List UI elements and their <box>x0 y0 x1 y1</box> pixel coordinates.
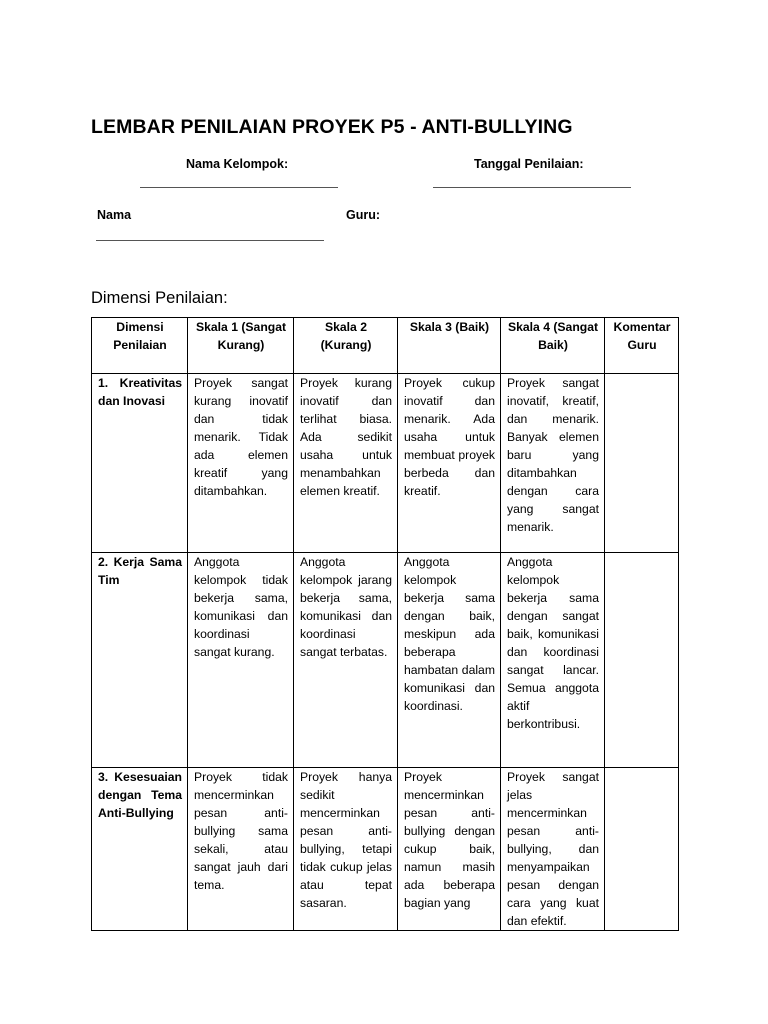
table-header-row <box>92 318 679 374</box>
section-heading: Dimensi Penilaian: <box>91 289 228 307</box>
skala-3-cell: Proyek cukup inovatif dan menarik. Ada usaha untuk membuat proyek berbeda dan kreatif. <box>398 374 501 553</box>
komentar-cell[interactable] <box>605 374 679 553</box>
header-skala-4: Skala 4 (Sangat Baik) <box>501 318 605 374</box>
table-row <box>92 374 679 553</box>
skala-1-cell: Proyek sangat kurang inovatif dan tidak menarik. Tidak ada elemen kreatif yang ditambahkan. <box>188 374 294 553</box>
nama-line[interactable] <box>96 240 324 241</box>
header-dimensi: Dimensi Penilaian <box>92 318 188 374</box>
guru-label: Guru: <box>346 208 381 222</box>
table-row <box>92 768 679 931</box>
dimensi-cell: 2. Kerja Sama Tim <box>92 553 188 768</box>
skala-1-cell: Proyek tidak mencerminkan pesan anti-bullying sama sekali, atau sangat jauh dari tema. <box>188 768 294 931</box>
komentar-cell[interactable] <box>605 553 679 768</box>
nama-kelompok-line[interactable] <box>140 187 338 188</box>
skala-2-cell: Anggota kelompok jarang bekerja sama, komunikasi dan koordinasi sangat terbatas. <box>294 553 398 768</box>
table-row <box>92 553 679 768</box>
header-komentar: Komentar Guru <box>605 318 679 374</box>
skala-2-cell: Proyek hanya sedikit mencerminkan pesan anti-bullying, tetapi tidak cukup jelas atau tepat sasaran. <box>294 768 398 931</box>
header-skala-2: Skala 2 (Kurang) <box>294 318 398 374</box>
tanggal-penilaian-line[interactable] <box>433 187 631 188</box>
header-skala-1: Skala 1 (Sangat Kurang) <box>188 318 294 374</box>
dimensi-cell: 1. Kreativitas dan Inovasi <box>92 374 188 553</box>
dimensi-cell: 3. Kesesuaian dengan Tema Anti-Bullying <box>92 768 188 931</box>
komentar-cell[interactable] <box>605 768 679 931</box>
skala-3-cell: Anggota kelompok bekerja sama dengan baik, meskipun ada beberapa hambatan dalam komunikasi dan koordinasi. <box>398 553 501 768</box>
skala-4-cell: Proyek sangat jelas mencerminkan pesan anti-bullying, dan menyampaikan pesan dengan cara yang kuat dan efektif. <box>501 768 605 931</box>
skala-1-cell: Anggota kelompok tidak bekerja sama, komunikasi dan koordinasi sangat kurang. <box>188 553 294 768</box>
nama-kelompok-label: Nama Kelompok: <box>186 157 289 171</box>
header-skala-3: Skala 3 (Baik) <box>398 318 501 374</box>
skala-4-cell: Proyek sangat inovatif, kreatif, dan menarik. Banyak elemen baru yang ditambahkan dengan cara yang sangat menarik. <box>501 374 605 553</box>
skala-4-cell: Anggota kelompok bekerja sama dengan sangat baik, komunikasi dan koordinasi sangat lancar. Semua anggota aktif berkontribusi. <box>501 553 605 768</box>
skala-2-cell: Proyek kurang inovatif dan terlihat biasa. Ada sedikit usaha untuk menambahkan elemen kreatif. <box>294 374 398 553</box>
skala-3-cell: Proyek mencerminkan pesan anti-bullying dengan cukup baik, namun masih ada beberapa bagian yang <box>398 768 501 931</box>
document-title: LEMBAR PENILAIAN PROYEK P5 - ANTI-BULLYING <box>91 116 573 138</box>
assessment-table <box>91 317 679 931</box>
nama-label: Nama <box>97 208 132 222</box>
tanggal-penilaian-label: Tanggal Penilaian: <box>474 157 584 171</box>
